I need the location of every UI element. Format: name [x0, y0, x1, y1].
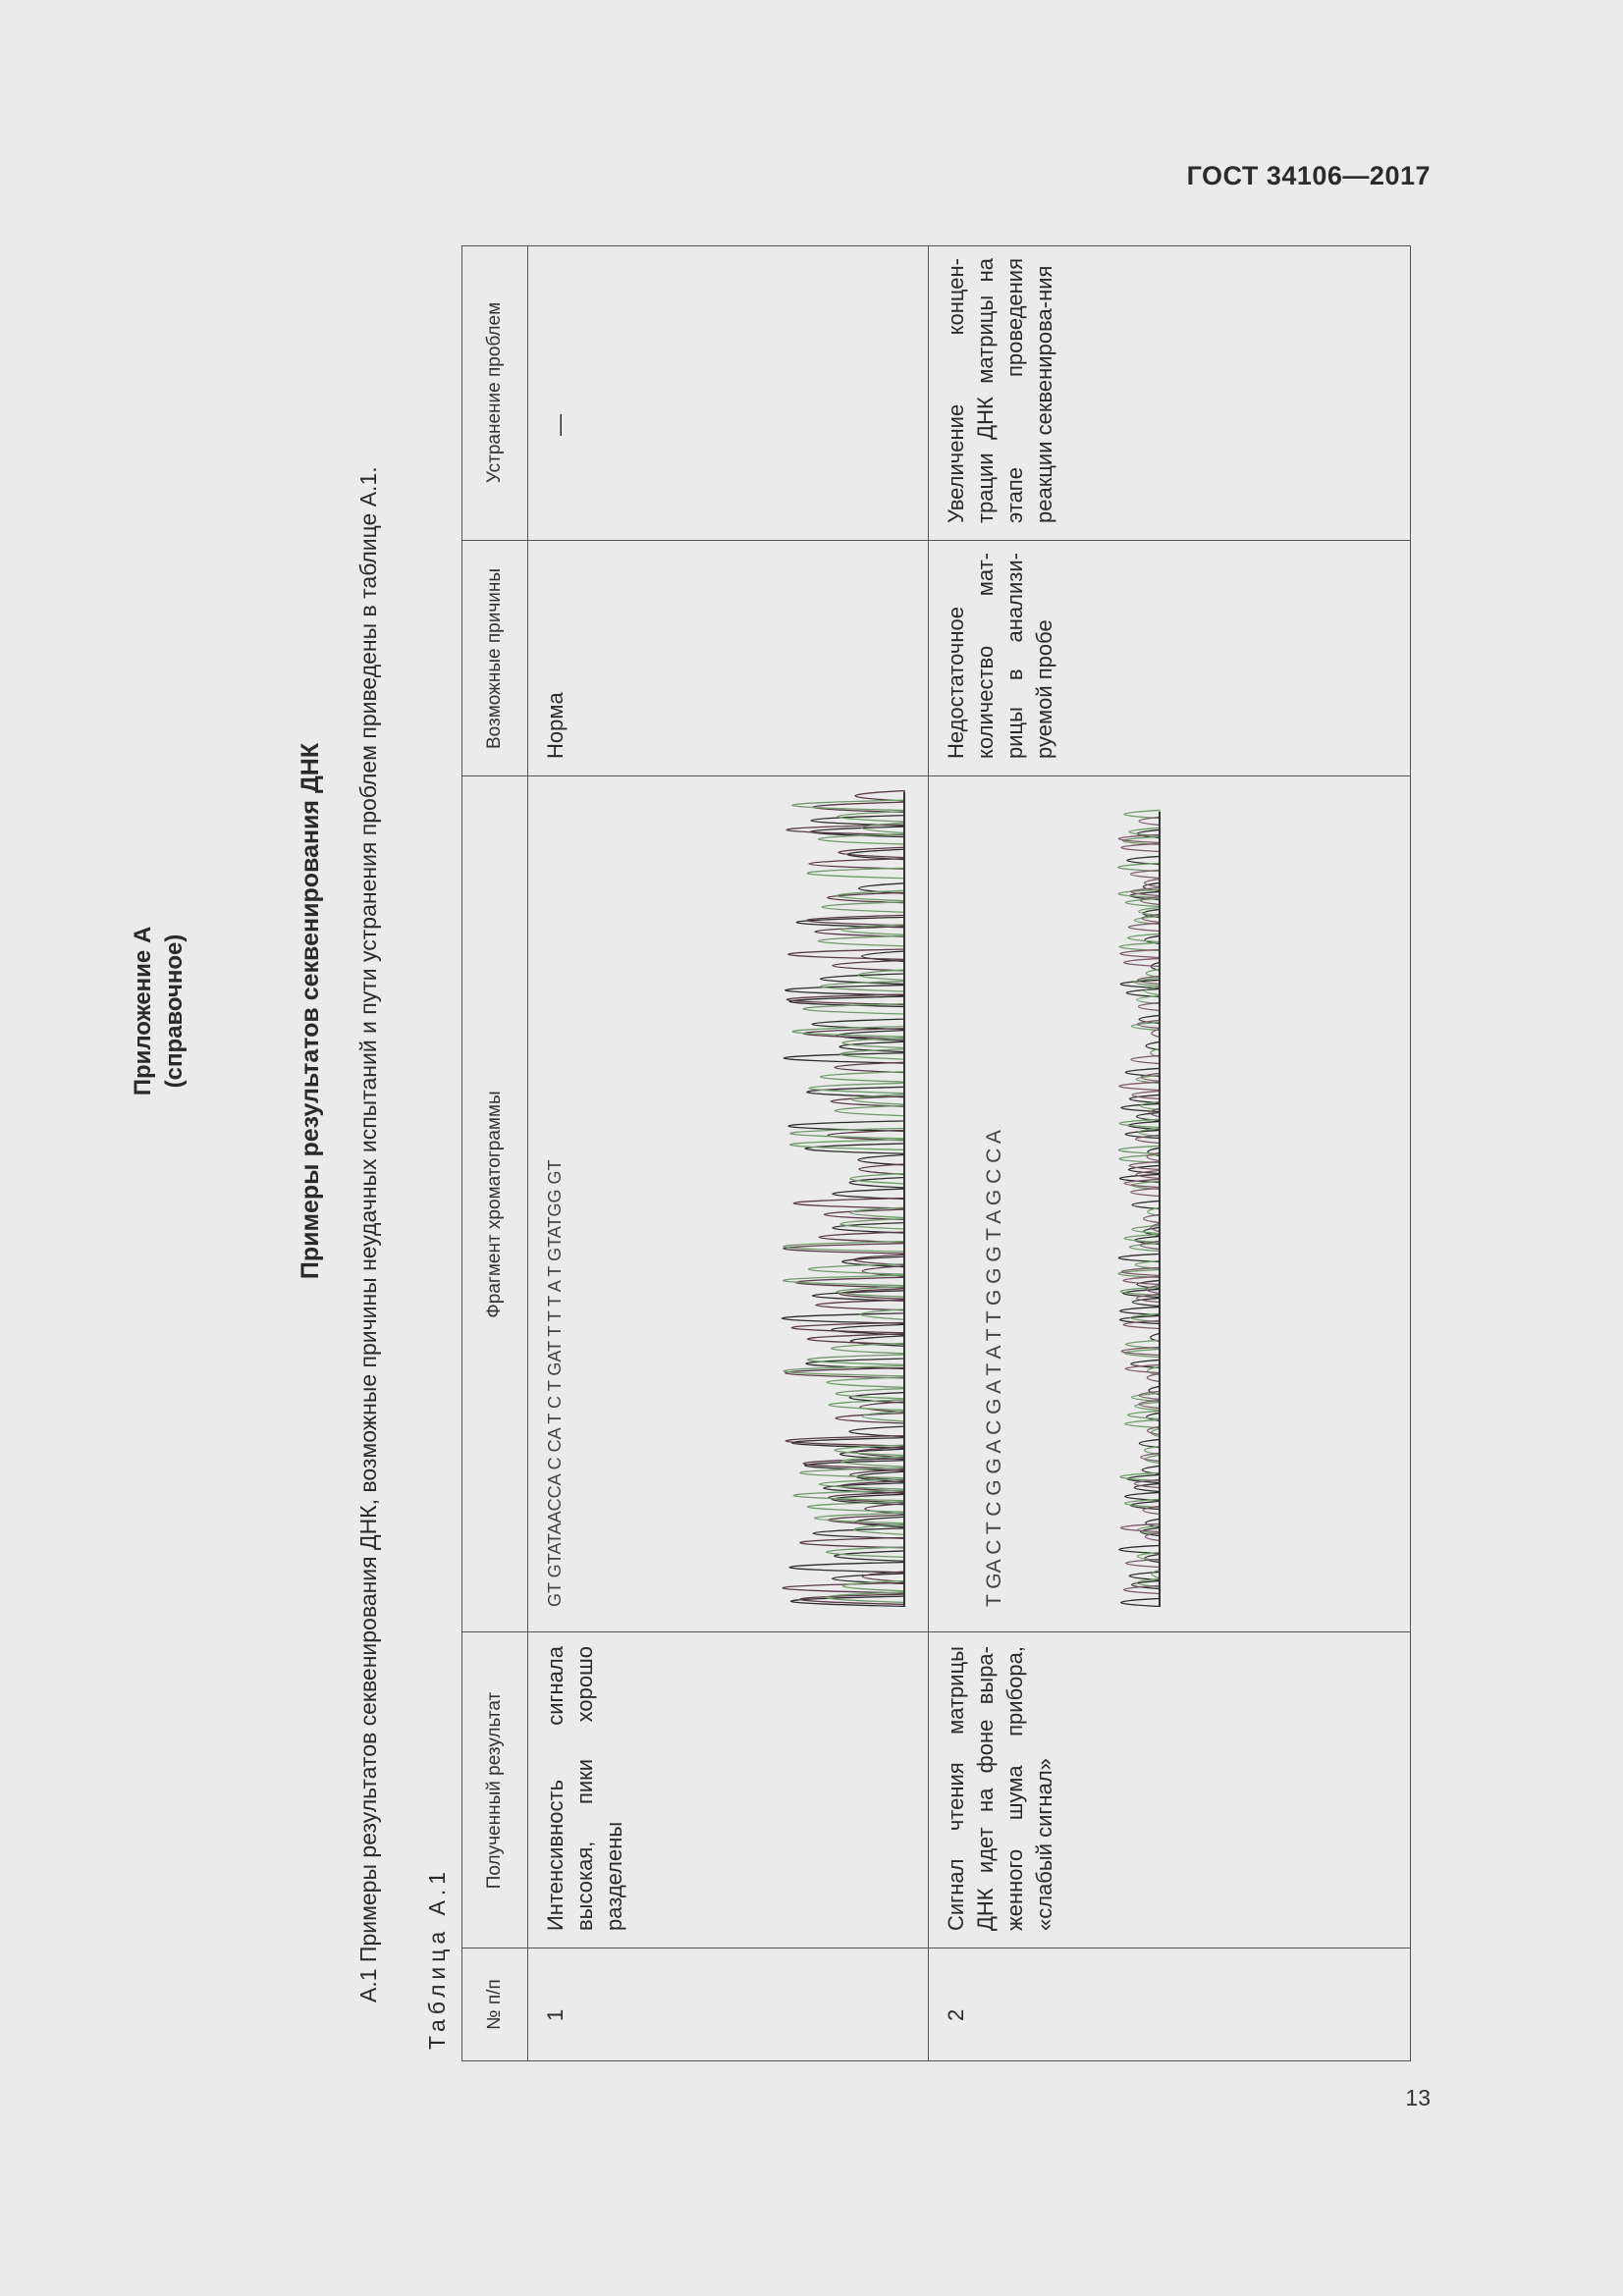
- row2-sequence: T GA C T C G G A C G A T A T T G G G T A G C C A: [983, 1130, 1005, 1607]
- row2-cause: Недостаточное количество мат-рицы в анализи-руемой пробе: [944, 553, 1056, 759]
- col-divider: [462, 775, 1410, 776]
- section-title: Примеры результатов секвенирования ДНК: [297, 742, 324, 1280]
- col-header-num: № п/п: [484, 1979, 505, 2030]
- chromatogram-trace: [783, 791, 904, 1607]
- standard-number: ГОСТ 34106—2017: [1186, 161, 1431, 190]
- row2-chromatogram: [1052, 802, 1169, 1607]
- intro-paragraph: А.1 Примеры результатов секвенирования ДНК, возможные причины неудачных испытаний и пути устранения проблем приведены в таблице А.1.: [355, 466, 381, 2002]
- appendix-subtitle: (справочное): [161, 934, 188, 1089]
- col-header-fix: Устранение проблем: [484, 301, 505, 484]
- col-divider: [462, 540, 1410, 541]
- row1-num: 1: [543, 2008, 568, 2021]
- results-table: [461, 245, 1411, 2061]
- row1-result: Интенсивность сигнала высокая, пики хорошо разделены: [543, 1646, 626, 1931]
- row-divider: [928, 246, 929, 2060]
- appendix-title: Приложение А: [130, 926, 156, 1096]
- row2-fix: Увеличение концен-трации ДНК матрицы на этапе проведения реакции секвенирова-ния: [944, 258, 1056, 523]
- row1-sequence: GT GTATAACCA C CA T C T GAT T T T A T GTATGG GT: [545, 1159, 565, 1607]
- col-divider: [462, 1631, 1410, 1632]
- header-divider: [527, 246, 528, 2060]
- row1-fix: —: [547, 414, 571, 436]
- rotated-sheet: [128, 98, 1600, 2061]
- col-header-causes: Возможные причины: [484, 568, 505, 749]
- page-number: 13: [1405, 2085, 1431, 2110]
- col-header-chromatogram: Фрагмент хроматограммы: [484, 1091, 505, 1318]
- appendix-heading: [128, 795, 190, 1227]
- col-header-result: Полученный результат: [484, 1691, 505, 1890]
- col-divider: [462, 1948, 1410, 1949]
- row1-chromatogram: [629, 782, 914, 1607]
- row2-result: Сигнал чтения матрицы ДНК идет на фоне выра-женного шума прибора, «слабый сигнал»: [944, 1646, 1056, 1931]
- table-caption: Таблица А.1: [424, 1866, 450, 2050]
- row2-num: 2: [944, 2008, 968, 2021]
- row1-cause: Норма: [543, 692, 568, 759]
